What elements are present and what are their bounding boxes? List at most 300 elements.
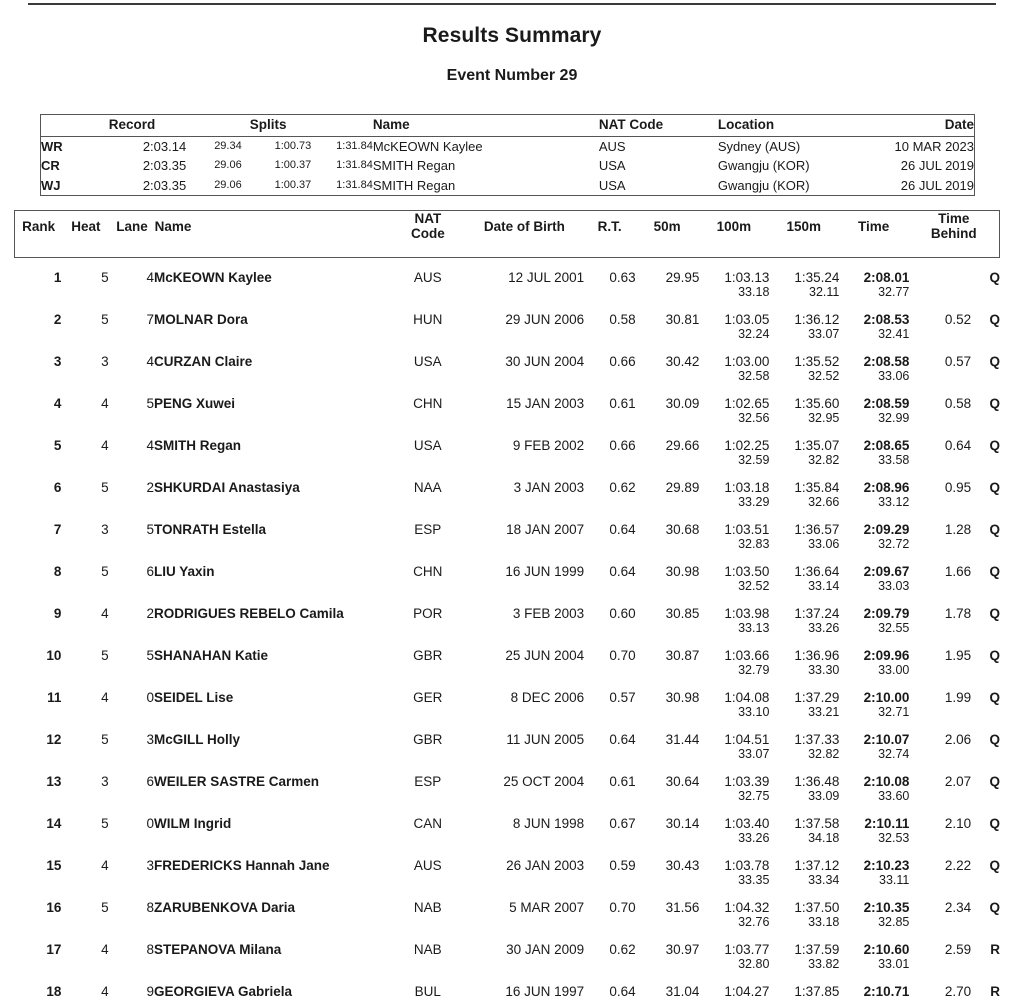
result-split-empty bbox=[636, 831, 700, 850]
result-split-empty bbox=[636, 285, 700, 304]
result-split-100m: 32.80 bbox=[738, 957, 770, 971]
result-final-time: 2:09.29 bbox=[863, 522, 910, 537]
records-header-row bbox=[41, 115, 975, 137]
results-section bbox=[14, 210, 1000, 999]
result-reaction-time: 0.64 bbox=[609, 732, 636, 747]
results-table-header-box bbox=[14, 210, 1000, 258]
result-qualifier: Q bbox=[989, 732, 1000, 747]
result-50m: 30.87 bbox=[665, 648, 700, 663]
result-reaction-time: 0.66 bbox=[609, 438, 636, 453]
result-reaction-time: 0.62 bbox=[609, 480, 636, 495]
result-nat-code: NAA bbox=[413, 480, 442, 495]
result-split-empty bbox=[636, 579, 700, 598]
results-split-row bbox=[14, 957, 1000, 976]
result-nat-code: AUS bbox=[413, 270, 442, 285]
result-qualifier: Q bbox=[989, 396, 1000, 411]
result-split-empty bbox=[14, 495, 61, 514]
records-row-record: 2:03.35 bbox=[142, 158, 187, 173]
result-split-empty bbox=[909, 747, 971, 766]
result-split-empty bbox=[971, 789, 1000, 808]
result-rank: 10 bbox=[46, 648, 62, 663]
result-50m: 31.04 bbox=[665, 984, 700, 999]
result-time-behind: 0.64 bbox=[944, 438, 972, 453]
result-final-time: 2:09.96 bbox=[863, 648, 910, 663]
result-split-empty bbox=[109, 537, 154, 556]
result-date-of-birth: 5 MAR 2007 bbox=[509, 900, 585, 915]
result-split-empty bbox=[61, 369, 108, 388]
results-row bbox=[14, 388, 1000, 411]
result-final-time: 2:10.23 bbox=[863, 858, 910, 873]
records-row bbox=[41, 176, 975, 196]
result-time-behind bbox=[909, 262, 971, 285]
result-split-empty bbox=[971, 831, 1000, 850]
result-split-empty bbox=[61, 327, 108, 346]
result-50m: 30.43 bbox=[665, 858, 700, 873]
result-split-empty bbox=[154, 327, 391, 346]
result-split-empty bbox=[636, 747, 700, 766]
result-rank: 16 bbox=[46, 900, 62, 915]
result-split-empty bbox=[465, 285, 584, 304]
result-split-empty bbox=[109, 495, 154, 514]
result-split-empty bbox=[14, 285, 61, 304]
result-heat: 3 bbox=[101, 774, 109, 789]
result-rank: 13 bbox=[46, 774, 62, 789]
result-split-empty bbox=[391, 537, 465, 556]
result-split-empty bbox=[465, 873, 584, 892]
result-split-empty bbox=[584, 285, 635, 304]
results-row bbox=[14, 976, 1000, 999]
result-split-empty bbox=[971, 285, 1000, 304]
result-nat-code: NAB bbox=[413, 900, 442, 915]
result-split-empty bbox=[61, 579, 108, 598]
result-qualifier: Q bbox=[989, 312, 1000, 327]
records-table-body bbox=[41, 136, 975, 196]
result-split-empty bbox=[971, 411, 1000, 430]
result-split-empty bbox=[909, 873, 971, 892]
result-split-100m: 32.52 bbox=[738, 579, 770, 593]
results-row bbox=[14, 724, 1000, 747]
result-split-empty bbox=[584, 495, 635, 514]
result-split-200m: 32.85 bbox=[878, 915, 910, 929]
result-50m: 31.44 bbox=[665, 732, 700, 747]
result-50m: 29.66 bbox=[665, 438, 700, 453]
result-heat: 5 bbox=[101, 900, 109, 915]
result-split-empty bbox=[109, 285, 154, 304]
result-split-empty bbox=[61, 915, 108, 934]
result-split-150m: 33.30 bbox=[808, 663, 840, 677]
records-row bbox=[41, 156, 975, 176]
result-rank: 1 bbox=[53, 270, 62, 285]
result-100m: 1:03.40 bbox=[724, 816, 770, 831]
result-heat: 5 bbox=[101, 312, 109, 327]
result-50m: 30.85 bbox=[665, 606, 700, 621]
result-split-100m: 33.18 bbox=[738, 285, 770, 299]
result-split-200m: 32.41 bbox=[878, 327, 910, 341]
records-header-tag bbox=[41, 115, 77, 137]
result-date-of-birth: 16 JUN 1997 bbox=[505, 984, 585, 999]
result-final-time: 2:08.01 bbox=[863, 270, 910, 285]
results-row bbox=[14, 934, 1000, 957]
result-split-200m: 33.12 bbox=[878, 495, 910, 509]
result-time-behind: 2.07 bbox=[944, 774, 972, 789]
result-split-empty bbox=[636, 621, 700, 640]
result-rank: 5 bbox=[53, 438, 62, 453]
results-row bbox=[14, 682, 1000, 705]
result-heat: 5 bbox=[101, 732, 109, 747]
results-header-150m: 150m bbox=[786, 218, 822, 234]
result-heat: 5 bbox=[101, 816, 109, 831]
result-date-of-birth: 30 JUN 2004 bbox=[505, 354, 585, 369]
result-split-empty bbox=[909, 831, 971, 850]
result-split-empty bbox=[154, 537, 391, 556]
result-reaction-time: 0.63 bbox=[609, 270, 636, 285]
result-split-empty bbox=[154, 831, 391, 850]
result-100m: 1:03.98 bbox=[724, 606, 770, 621]
records-table-header bbox=[41, 115, 975, 137]
result-split-empty bbox=[14, 369, 61, 388]
result-split-empty bbox=[61, 411, 108, 430]
records-row-name: McKEOWN Kaylee bbox=[372, 138, 483, 154]
result-split-empty bbox=[465, 789, 584, 808]
result-split-empty bbox=[971, 621, 1000, 640]
result-100m: 1:04.27 bbox=[724, 984, 770, 999]
result-split-empty bbox=[465, 579, 584, 598]
result-lane: 3 bbox=[146, 858, 154, 873]
records-row-tag: WR bbox=[41, 138, 63, 154]
result-split-empty bbox=[109, 915, 154, 934]
result-lane: 4 bbox=[146, 438, 154, 453]
result-split-empty bbox=[391, 789, 465, 808]
result-split-empty bbox=[61, 495, 108, 514]
result-split-empty bbox=[154, 369, 391, 388]
result-lane: 7 bbox=[146, 312, 154, 327]
result-split-empty bbox=[971, 747, 1000, 766]
result-100m: 1:04.51 bbox=[724, 732, 770, 747]
results-header-heat: Heat bbox=[71, 218, 101, 234]
result-split-200m: 32.71 bbox=[878, 705, 910, 719]
result-split-empty bbox=[154, 915, 391, 934]
result-final-time: 2:08.59 bbox=[863, 396, 910, 411]
result-qualifier: Q bbox=[989, 774, 1000, 789]
result-athlete-name: SEIDEL Lise bbox=[153, 690, 234, 705]
result-date-of-birth: 30 JAN 2009 bbox=[506, 942, 585, 957]
result-split-empty bbox=[109, 621, 154, 640]
results-split-row bbox=[14, 369, 1000, 388]
result-split-empty bbox=[61, 705, 108, 724]
result-split-150m: 32.52 bbox=[808, 369, 840, 383]
result-final-time: 2:08.58 bbox=[863, 354, 910, 369]
result-time-behind: 0.52 bbox=[944, 312, 972, 327]
result-split-empty bbox=[636, 537, 700, 556]
result-split-empty bbox=[14, 705, 61, 724]
records-row-record: 2:03.35 bbox=[142, 177, 187, 193]
result-split-empty bbox=[971, 579, 1000, 598]
result-split-empty bbox=[584, 537, 635, 556]
results-row bbox=[14, 304, 1000, 327]
results-split-row bbox=[14, 579, 1000, 598]
results-split-row bbox=[14, 411, 1000, 430]
result-split-empty bbox=[61, 285, 108, 304]
result-nat-code: USA bbox=[413, 438, 442, 453]
result-100m: 1:02.65 bbox=[724, 396, 770, 411]
results-header-table bbox=[15, 211, 999, 241]
result-100m: 1:03.78 bbox=[724, 858, 770, 873]
records-row-location: Gwangju (KOR) bbox=[717, 177, 810, 193]
records-row-date: 26 JUL 2019 bbox=[900, 158, 974, 173]
result-split-200m: 32.55 bbox=[878, 621, 910, 635]
result-heat: 4 bbox=[101, 438, 109, 453]
result-lane: 0 bbox=[146, 690, 154, 705]
result-100m: 1:03.39 bbox=[724, 774, 770, 789]
result-split-empty bbox=[154, 621, 391, 640]
result-50m: 30.97 bbox=[665, 942, 700, 957]
result-lane: 4 bbox=[146, 270, 154, 285]
result-nat-code: AUS bbox=[413, 858, 442, 873]
result-athlete-name: McKEOWN Kaylee bbox=[153, 270, 272, 285]
result-split-empty bbox=[584, 705, 635, 724]
results-split-row bbox=[14, 705, 1000, 724]
records-row-split1: 29.34 bbox=[214, 139, 242, 152]
result-rank: 8 bbox=[53, 564, 62, 579]
records-row-tag: CR bbox=[41, 158, 60, 173]
result-150m: 1:37.85 bbox=[794, 984, 840, 999]
result-split-empty bbox=[909, 663, 971, 682]
records-header-split3 bbox=[311, 115, 373, 137]
result-split-empty bbox=[14, 957, 61, 976]
result-split-100m: 32.56 bbox=[738, 411, 770, 425]
result-100m: 1:03.50 bbox=[724, 564, 770, 579]
result-split-100m: 33.07 bbox=[738, 747, 770, 761]
records-header-location: Location bbox=[717, 117, 775, 132]
result-split-empty bbox=[909, 789, 971, 808]
result-qualifier: Q bbox=[989, 858, 1000, 873]
result-lane: 8 bbox=[146, 900, 154, 915]
result-split-empty bbox=[109, 411, 154, 430]
result-time-behind: 1.95 bbox=[944, 648, 972, 663]
result-time-behind: 2.70 bbox=[944, 984, 972, 999]
result-lane: 2 bbox=[146, 480, 154, 495]
result-150m: 1:37.33 bbox=[794, 732, 840, 747]
result-nat-code: ESP bbox=[414, 774, 442, 789]
result-100m: 1:04.32 bbox=[724, 900, 770, 915]
results-split-row bbox=[14, 327, 1000, 346]
result-date-of-birth: 3 JAN 2003 bbox=[513, 480, 585, 495]
result-split-empty bbox=[636, 411, 700, 430]
result-split-empty bbox=[109, 663, 154, 682]
results-header-50m: 50m bbox=[653, 218, 681, 234]
result-split-empty bbox=[14, 747, 61, 766]
result-split-empty bbox=[14, 579, 61, 598]
result-final-time: 2:10.11 bbox=[864, 816, 910, 831]
page-title: Results Summary bbox=[422, 24, 602, 47]
results-header-nat-line2: Code bbox=[410, 226, 445, 241]
records-row-split2: 1:00.73 bbox=[274, 139, 312, 152]
results-header-nat-line1: NAT bbox=[414, 211, 442, 226]
result-split-empty bbox=[109, 453, 154, 472]
result-split-empty bbox=[909, 537, 971, 556]
result-nat-code: CHN bbox=[413, 396, 443, 411]
result-split-empty bbox=[465, 327, 584, 346]
result-reaction-time: 0.60 bbox=[609, 606, 636, 621]
result-lane: 5 bbox=[146, 522, 154, 537]
results-split-row bbox=[14, 915, 1000, 934]
result-nat-code: GBR bbox=[413, 732, 443, 747]
result-split-150m: 33.18 bbox=[808, 915, 840, 929]
results-row bbox=[14, 262, 1000, 285]
result-heat: 4 bbox=[101, 396, 109, 411]
result-split-empty bbox=[584, 873, 635, 892]
result-split-empty bbox=[636, 705, 700, 724]
result-split-empty bbox=[636, 663, 700, 682]
result-150m: 1:37.58 bbox=[794, 816, 840, 831]
result-split-empty bbox=[971, 369, 1000, 388]
results-row bbox=[14, 850, 1000, 873]
result-athlete-name: STEPANOVA Milana bbox=[153, 942, 282, 957]
result-split-empty bbox=[391, 285, 465, 304]
result-150m: 1:37.50 bbox=[794, 900, 840, 915]
result-time-behind: 0.95 bbox=[944, 480, 972, 495]
result-split-100m: 33.29 bbox=[738, 495, 770, 509]
records-table bbox=[40, 114, 975, 196]
result-rank: 4 bbox=[53, 396, 62, 411]
result-split-200m: 33.11 bbox=[879, 873, 910, 887]
result-athlete-name: MOLNAR Dora bbox=[153, 312, 248, 327]
result-split-empty bbox=[391, 411, 465, 430]
result-50m: 30.42 bbox=[665, 354, 700, 369]
result-split-empty bbox=[465, 957, 584, 976]
result-split-150m: 33.06 bbox=[808, 537, 840, 551]
result-split-150m: 33.26 bbox=[808, 621, 840, 635]
results-header-time-behind bbox=[909, 211, 999, 241]
result-split-100m: 33.13 bbox=[738, 621, 770, 635]
results-row bbox=[14, 430, 1000, 453]
result-lane: 6 bbox=[146, 774, 154, 789]
result-reaction-time: 0.61 bbox=[609, 774, 636, 789]
result-split-200m: 33.58 bbox=[878, 453, 910, 467]
results-header-100m: 100m bbox=[716, 218, 752, 234]
result-100m: 1:02.25 bbox=[724, 438, 770, 453]
records-row-date: 10 MAR 2023 bbox=[894, 138, 974, 154]
result-athlete-name: FREDERICKS Hannah Jane bbox=[153, 858, 330, 873]
result-50m: 30.68 bbox=[665, 522, 700, 537]
result-qualifier: Q bbox=[989, 690, 1000, 705]
result-split-empty bbox=[14, 789, 61, 808]
result-heat: 5 bbox=[101, 270, 109, 285]
result-athlete-name: LIU Yaxin bbox=[153, 564, 215, 579]
result-150m: 1:35.52 bbox=[794, 354, 840, 369]
result-split-empty bbox=[909, 621, 971, 640]
result-lane: 6 bbox=[146, 564, 154, 579]
result-split-empty bbox=[636, 789, 700, 808]
result-split-150m: 32.11 bbox=[809, 285, 840, 299]
records-row-nat: AUS bbox=[598, 138, 626, 154]
results-split-row bbox=[14, 285, 1000, 304]
result-qualifier: R bbox=[990, 942, 1000, 957]
result-time-behind: 1.28 bbox=[944, 522, 972, 537]
result-split-empty bbox=[465, 705, 584, 724]
result-athlete-name: McGILL Holly bbox=[153, 732, 240, 747]
result-rank: 17 bbox=[46, 942, 62, 957]
result-lane: 3 bbox=[146, 732, 154, 747]
result-qualifier: Q bbox=[989, 480, 1000, 495]
result-athlete-name: CURZAN Claire bbox=[153, 354, 253, 369]
result-split-empty bbox=[61, 957, 108, 976]
result-split-empty bbox=[909, 369, 971, 388]
result-athlete-name: GEORGIEVA Gabriela bbox=[153, 984, 293, 999]
result-date-of-birth: 8 JUN 1998 bbox=[512, 816, 585, 831]
result-split-200m: 33.00 bbox=[878, 663, 910, 677]
result-150m: 1:37.59 bbox=[794, 942, 840, 957]
result-split-empty bbox=[971, 495, 1000, 514]
result-split-empty bbox=[636, 495, 700, 514]
result-split-150m: 32.82 bbox=[808, 453, 840, 467]
result-final-time: 2:08.96 bbox=[863, 480, 910, 495]
result-split-100m: 33.10 bbox=[738, 705, 770, 719]
result-150m: 1:36.96 bbox=[794, 648, 840, 663]
result-50m: 30.14 bbox=[665, 816, 700, 831]
result-split-100m: 33.35 bbox=[738, 873, 770, 887]
result-150m: 1:36.48 bbox=[794, 774, 840, 789]
result-split-empty bbox=[14, 621, 61, 640]
result-split-empty bbox=[584, 789, 635, 808]
result-split-empty bbox=[14, 873, 61, 892]
records-row-split1: 29.06 bbox=[214, 159, 242, 171]
result-split-150m: 34.18 bbox=[808, 831, 840, 845]
result-split-150m: 33.34 bbox=[808, 873, 840, 887]
result-150m: 1:35.60 bbox=[794, 396, 840, 411]
result-lane: 4 bbox=[146, 354, 154, 369]
result-heat: 4 bbox=[101, 690, 109, 705]
result-50m: 30.81 bbox=[665, 312, 700, 327]
result-split-empty bbox=[109, 873, 154, 892]
result-lane: 5 bbox=[146, 396, 154, 411]
result-split-empty bbox=[636, 369, 700, 388]
result-reaction-time: 0.66 bbox=[609, 354, 636, 369]
result-nat-code: ESP bbox=[414, 522, 442, 537]
results-header-rank: Rank bbox=[22, 218, 56, 234]
records-header-split1 bbox=[186, 115, 242, 137]
result-athlete-name: ZARUBENKOVA Daria bbox=[153, 900, 295, 915]
result-split-empty bbox=[61, 537, 108, 556]
result-qualifier: Q bbox=[989, 816, 1000, 831]
result-split-empty bbox=[465, 495, 584, 514]
records-row-record: 2:03.14 bbox=[142, 138, 187, 154]
result-split-empty bbox=[465, 831, 584, 850]
result-heat: 4 bbox=[101, 942, 109, 957]
result-nat-code: POR bbox=[413, 606, 443, 621]
results-row bbox=[14, 598, 1000, 621]
result-nat-code: BUL bbox=[414, 984, 441, 999]
result-final-time: 2:10.35 bbox=[863, 900, 910, 915]
results-header-dob: Date of Birth bbox=[483, 218, 565, 234]
result-reaction-time: 0.61 bbox=[609, 396, 636, 411]
result-split-empty bbox=[465, 453, 584, 472]
result-reaction-time: 0.70 bbox=[609, 900, 636, 915]
result-date-of-birth: 8 DEC 2006 bbox=[510, 690, 585, 705]
result-split-empty bbox=[909, 411, 971, 430]
results-header-time: Time bbox=[857, 218, 890, 234]
result-split-empty bbox=[61, 621, 108, 640]
result-split-empty bbox=[584, 369, 635, 388]
result-qualifier: Q bbox=[989, 438, 1000, 453]
result-nat-code: CAN bbox=[413, 816, 442, 831]
result-50m: 30.98 bbox=[665, 564, 700, 579]
result-split-empty bbox=[465, 411, 584, 430]
result-split-empty bbox=[584, 831, 635, 850]
result-split-empty bbox=[391, 495, 465, 514]
result-split-empty bbox=[909, 453, 971, 472]
result-date-of-birth: 16 JUN 1999 bbox=[505, 564, 585, 579]
